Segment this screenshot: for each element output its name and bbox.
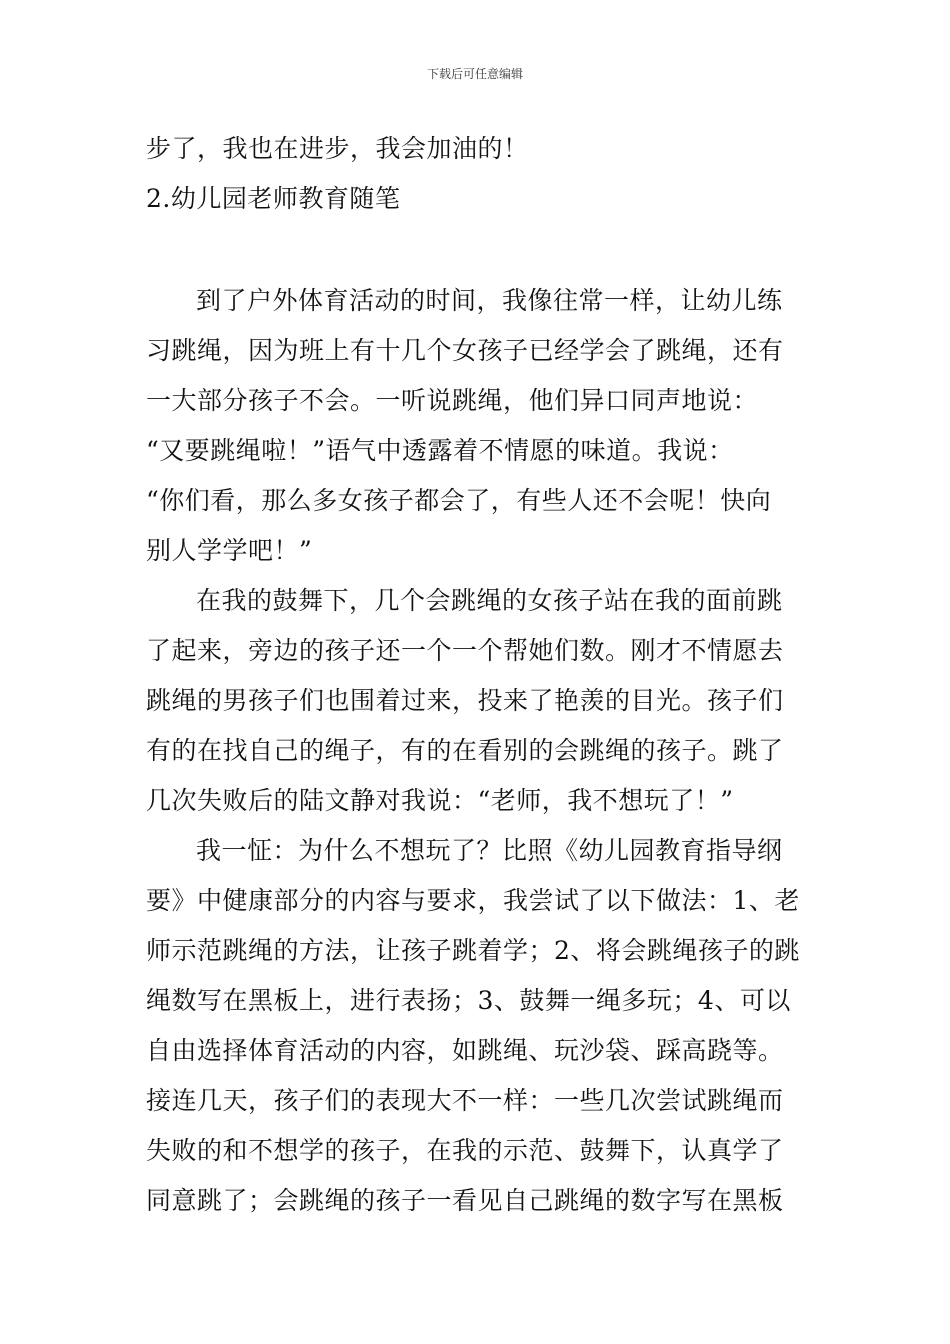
text-line: 跳绳的男孩子们也围着过来，投来了艳羡的目光。孩子们: [146, 686, 784, 715]
text-line: 一大部分孩子不会。一听说跳绳，他们异口同声地说：: [146, 386, 759, 415]
section-heading: 2.幼儿园老师教育随笔: [146, 184, 401, 213]
text-line: 接连几天，孩子们的表现大不一样：一些几次尝试跳绳而: [146, 1086, 784, 1115]
text-line: 同意跳了；会跳绳的孩子一看见自己跳绳的数字写在黑板: [146, 1186, 784, 1215]
text-line: 要》中健康部分的内容与要求，我尝试了以下做法：1、老: [146, 886, 800, 915]
text-line: 绳数写在黑板上，进行表扬；3、鼓舞一绳多玩；4、可以: [146, 986, 791, 1015]
text-line: 到了户外体育活动的时间，我像往常一样，让幼儿练: [196, 286, 783, 315]
text-line: 我一怔：为什么不想玩了？比照《幼儿园教育指导纲: [196, 836, 783, 865]
text-line: 师示范跳绳的方法，让孩子跳着学；2、将会跳绳孩子的跳: [146, 936, 800, 965]
text-line: 习跳绳，因为班上有十几个女孩子已经学会了跳绳，还有: [146, 336, 784, 365]
text-line: 失败的和不想学的孩子，在我的示范、鼓舞下，认真学了: [146, 1136, 784, 1165]
text-line: “你们看，那么多女孩子都会了，有些人还不会呢！快向: [146, 486, 772, 515]
page-header: 下载后可任意编辑: [426, 67, 523, 81]
text-line: 有的在找自己的绳子，有的在看别的会跳绳的孩子。跳了: [146, 736, 784, 765]
text-line: 步了，我也在进步，我会加油的！: [146, 134, 529, 163]
text-line: 别人学学吧！”: [146, 536, 313, 565]
text-line: 自由选择体育活动的内容，如跳绳、玩沙袋、踩高跷等。: [146, 1036, 784, 1065]
text-line: 几次失败后的陆文静对我说：“老师，我不想玩了！”: [146, 786, 734, 815]
text-line: 了起来，旁边的孩子还一个一个帮她们数。刚才不情愿去: [146, 636, 784, 665]
text-line: “又要跳绳啦！”语气中透露着不情愿的味道。我说：: [146, 436, 734, 465]
text-line: 在我的鼓舞下，几个会跳绳的女孩子站在我的面前跳: [196, 586, 783, 615]
